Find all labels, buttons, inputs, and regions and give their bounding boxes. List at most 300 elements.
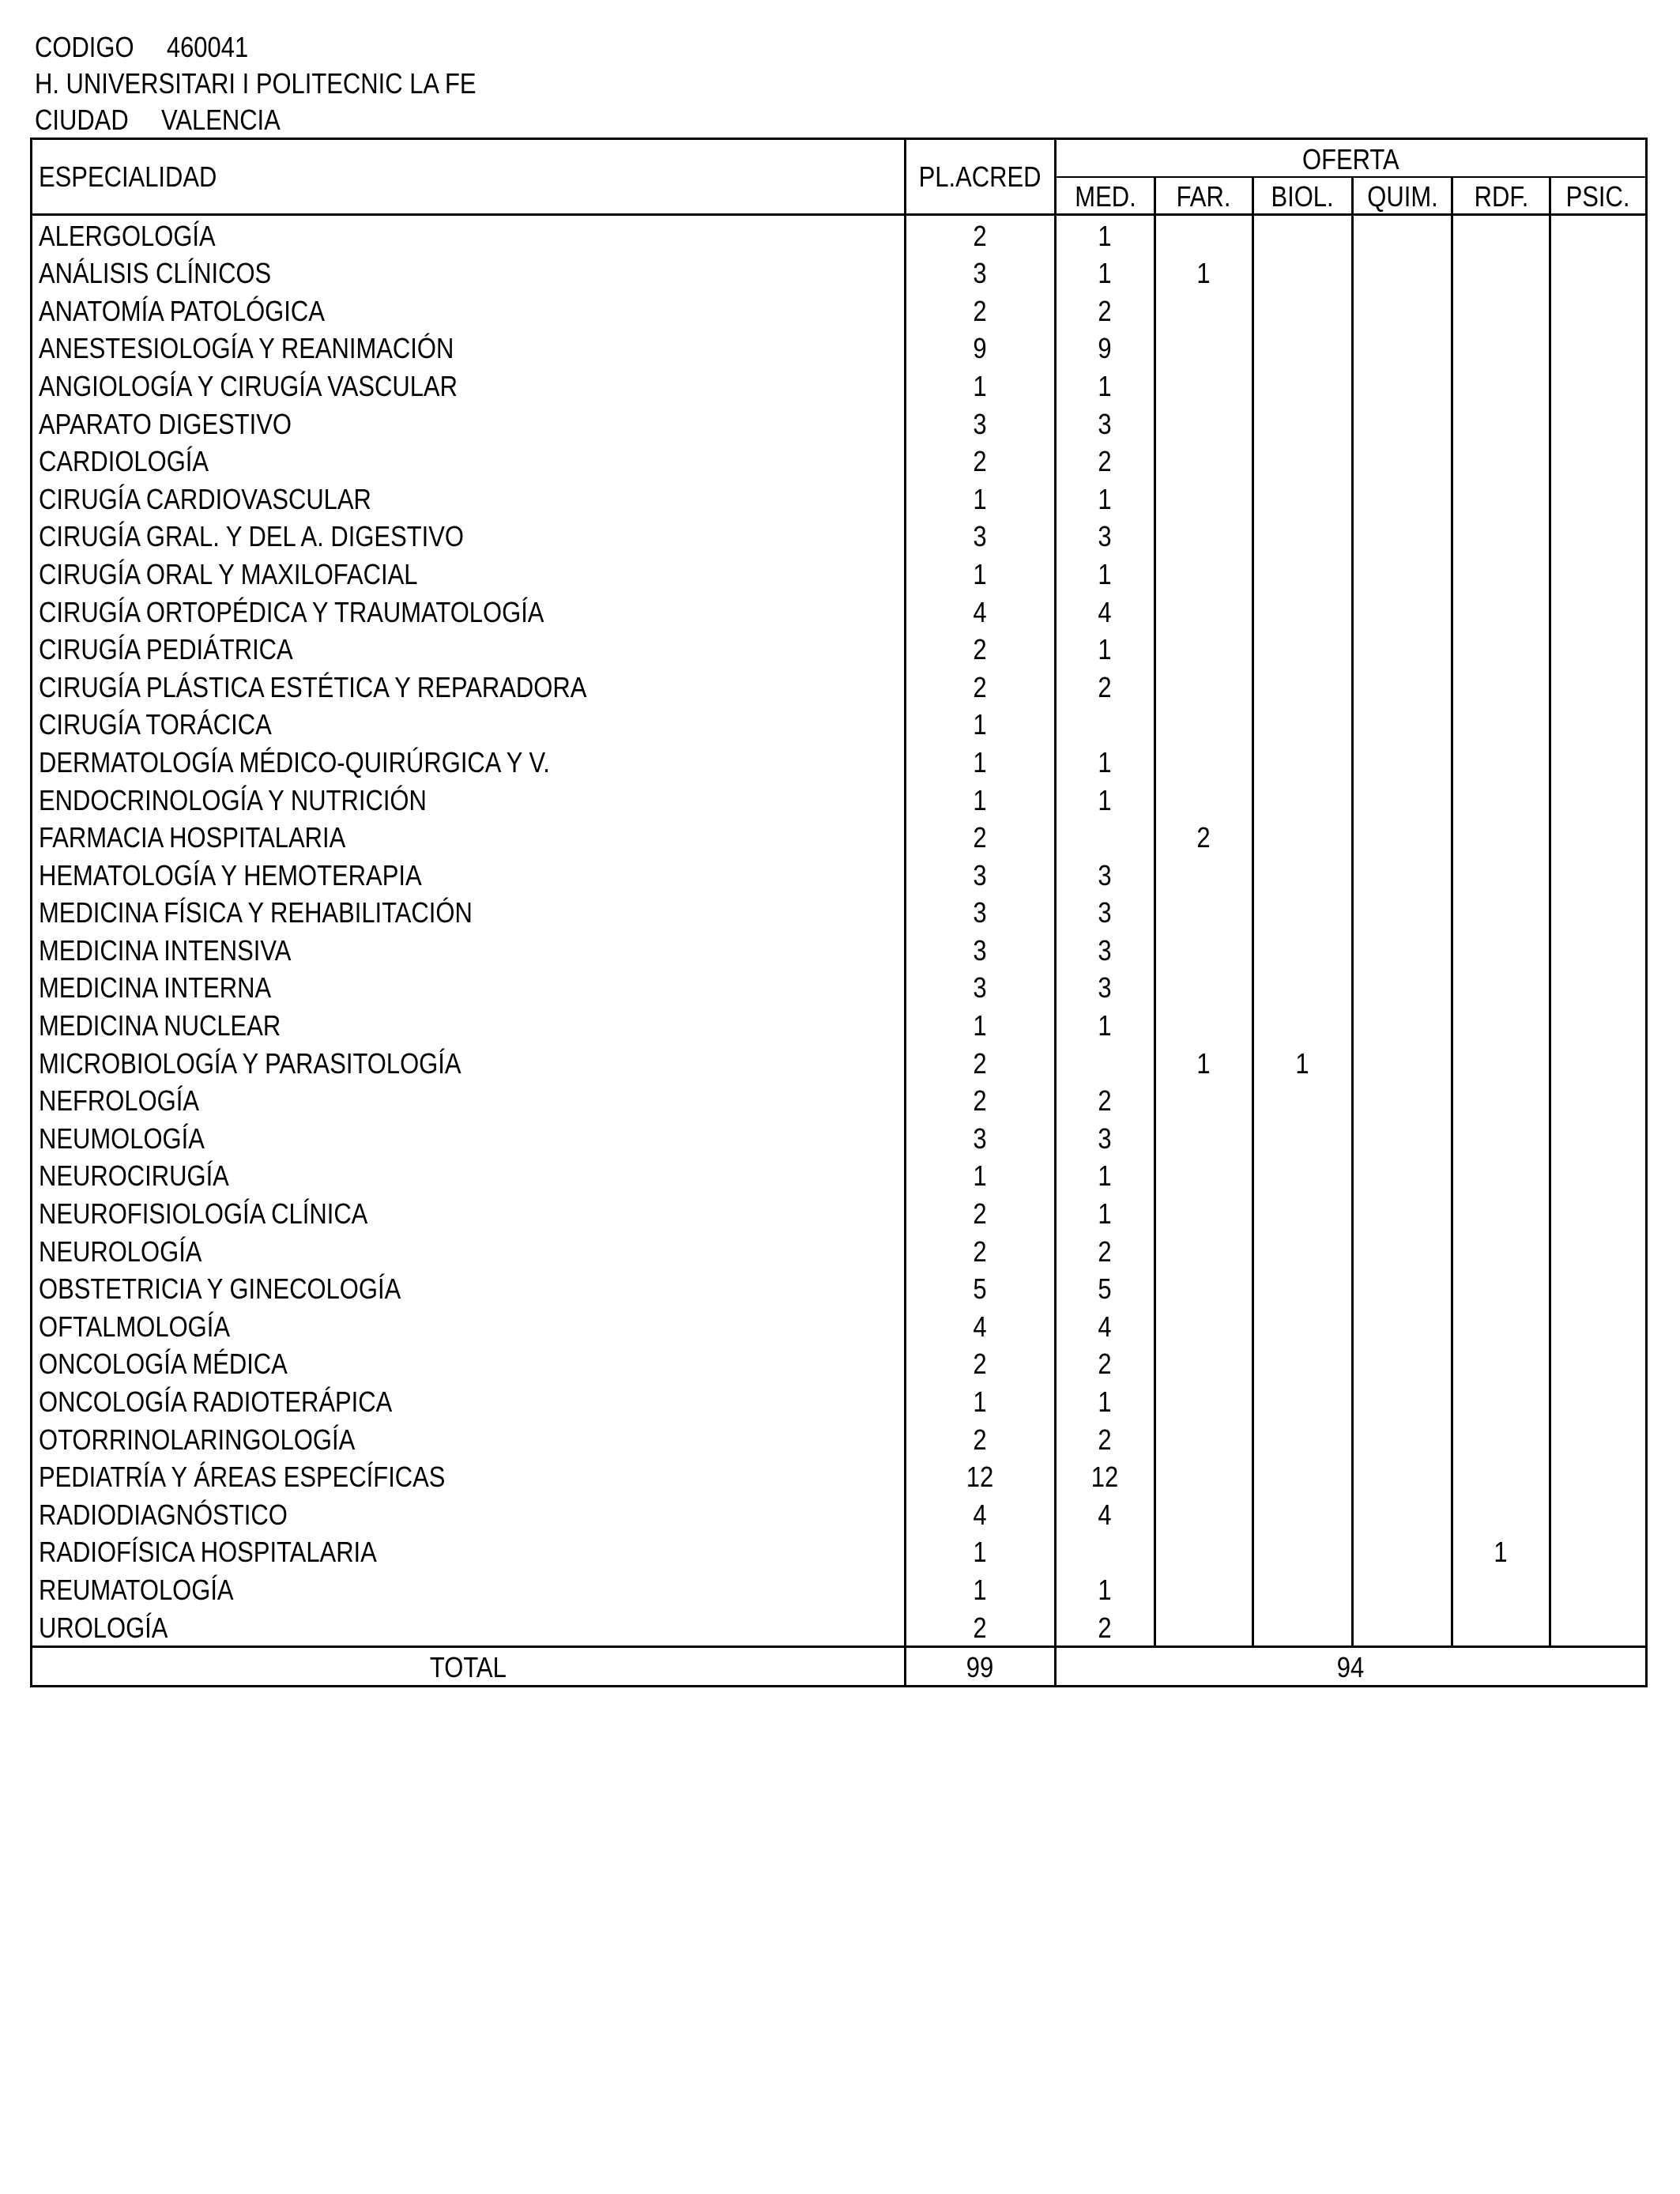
row-placred: 2 <box>906 1043 1056 1081</box>
row-placred: 2 <box>906 630 1056 668</box>
row-especialidad: PEDIATRÍA Y ÁREAS ESPECÍFICAS <box>32 1457 906 1495</box>
row-biol <box>1253 780 1353 818</box>
row-biol <box>1253 667 1353 705</box>
row-far <box>1155 215 1253 254</box>
row-rdf <box>1452 968 1550 1006</box>
row-med: 1 <box>1056 1382 1155 1419</box>
row-placred: 3 <box>906 1118 1056 1156</box>
row-quim <box>1353 1005 1452 1043</box>
row-far: 1 <box>1155 1043 1253 1081</box>
row-placred: 3 <box>906 855 1056 893</box>
row-psic <box>1550 366 1647 404</box>
row-psic <box>1550 1495 1647 1532</box>
row-quim <box>1353 592 1452 630</box>
row-quim <box>1353 1382 1452 1419</box>
table-row <box>32 1043 1647 1081</box>
row-biol <box>1253 1269 1353 1307</box>
table-row <box>32 630 1647 668</box>
row-placred: 3 <box>906 517 1056 555</box>
row-psic <box>1550 1081 1647 1119</box>
row-rdf <box>1452 215 1550 254</box>
codigo-label: CODIGO <box>35 31 134 63</box>
row-biol <box>1253 366 1353 404</box>
row-far <box>1155 1306 1253 1344</box>
table-row <box>32 1269 1647 1307</box>
row-rdf <box>1452 630 1550 668</box>
table-row <box>32 554 1647 592</box>
row-far <box>1155 968 1253 1006</box>
row-rdf <box>1452 855 1550 893</box>
row-placred: 2 <box>906 1344 1056 1382</box>
row-biol <box>1253 1570 1353 1608</box>
table-row <box>32 1306 1647 1344</box>
row-especialidad: NEUROCIRUGÍA <box>32 1156 906 1194</box>
row-biol <box>1253 1193 1353 1231</box>
row-med: 1 <box>1056 479 1155 517</box>
row-far <box>1155 1193 1253 1231</box>
row-far <box>1155 1118 1253 1156</box>
row-rdf <box>1452 1382 1550 1419</box>
row-quim <box>1353 893 1452 931</box>
row-especialidad: APARATO DIGESTIVO <box>32 404 906 442</box>
total-label: TOTAL <box>32 1646 906 1686</box>
row-psic <box>1550 1570 1647 1608</box>
row-rdf <box>1452 1118 1550 1156</box>
row-psic <box>1550 1005 1647 1043</box>
row-psic <box>1550 1382 1647 1419</box>
row-biol <box>1253 930 1353 968</box>
row-psic <box>1550 1156 1647 1194</box>
row-quim <box>1353 254 1452 292</box>
row-placred: 4 <box>906 592 1056 630</box>
row-placred: 1 <box>906 479 1056 517</box>
row-med: 1 <box>1056 1156 1155 1194</box>
row-biol <box>1253 855 1353 893</box>
row-placred: 9 <box>906 329 1056 367</box>
row-placred: 3 <box>906 930 1056 968</box>
row-especialidad: CIRUGÍA GRAL. Y DEL A. DIGESTIVO <box>32 517 906 555</box>
row-psic <box>1550 818 1647 856</box>
row-psic <box>1550 442 1647 480</box>
table-row <box>32 1005 1647 1043</box>
col-header-psic: PSIC. <box>1550 177 1647 215</box>
row-placred: 3 <box>906 893 1056 931</box>
row-psic <box>1550 1231 1647 1269</box>
row-psic <box>1550 893 1647 931</box>
row-biol <box>1253 329 1353 367</box>
row-rdf <box>1452 1081 1550 1119</box>
row-rdf <box>1452 1193 1550 1231</box>
row-med: 2 <box>1056 1081 1155 1119</box>
row-placred: 1 <box>906 1005 1056 1043</box>
row-biol <box>1253 291 1353 329</box>
row-biol <box>1253 1231 1353 1269</box>
row-quim <box>1353 215 1452 254</box>
table-row <box>32 855 1647 893</box>
row-med <box>1056 818 1155 856</box>
row-placred: 4 <box>906 1306 1056 1344</box>
row-rdf <box>1452 479 1550 517</box>
row-far <box>1155 742 1253 780</box>
table-row <box>32 1608 1647 1646</box>
row-far <box>1155 1570 1253 1608</box>
row-psic <box>1550 329 1647 367</box>
row-quim <box>1353 780 1452 818</box>
row-psic <box>1550 1193 1647 1231</box>
table-row <box>32 1570 1647 1608</box>
row-med: 4 <box>1056 1495 1155 1532</box>
row-rdf <box>1452 254 1550 292</box>
row-placred: 2 <box>906 1081 1056 1119</box>
row-far <box>1155 404 1253 442</box>
row-biol <box>1253 1457 1353 1495</box>
row-psic <box>1550 930 1647 968</box>
row-biol <box>1253 592 1353 630</box>
row-far <box>1155 780 1253 818</box>
row-far: 1 <box>1155 254 1253 292</box>
row-med: 5 <box>1056 1269 1155 1307</box>
row-rdf <box>1452 1043 1550 1081</box>
row-placred: 1 <box>906 742 1056 780</box>
row-psic <box>1550 742 1647 780</box>
row-quim <box>1353 705 1452 743</box>
row-rdf <box>1452 592 1550 630</box>
row-psic <box>1550 404 1647 442</box>
row-med: 2 <box>1056 291 1155 329</box>
row-biol <box>1253 1608 1353 1646</box>
table-row <box>32 1081 1647 1119</box>
row-quim <box>1353 1306 1452 1344</box>
row-far <box>1155 705 1253 743</box>
table-row <box>32 1419 1647 1457</box>
row-biol <box>1253 1081 1353 1119</box>
table-row <box>32 667 1647 705</box>
row-quim <box>1353 1570 1452 1608</box>
table-row <box>32 968 1647 1006</box>
col-header-far: FAR. <box>1155 177 1253 215</box>
row-rdf <box>1452 893 1550 931</box>
row-biol <box>1253 818 1353 856</box>
row-especialidad: CARDIOLOGÍA <box>32 442 906 480</box>
row-far <box>1155 1419 1253 1457</box>
row-rdf <box>1452 291 1550 329</box>
row-rdf <box>1452 1306 1550 1344</box>
total-placred: 99 <box>906 1646 1056 1686</box>
row-psic <box>1550 855 1647 893</box>
table-body <box>32 215 1647 1647</box>
row-placred: 2 <box>906 215 1056 254</box>
row-placred: 5 <box>906 1269 1056 1307</box>
row-biol <box>1253 1306 1353 1344</box>
ciudad-label: CIUDAD <box>35 104 129 136</box>
row-biol <box>1253 517 1353 555</box>
row-far <box>1155 291 1253 329</box>
row-psic <box>1550 705 1647 743</box>
row-placred: 1 <box>906 780 1056 818</box>
row-especialidad: RADIOFÍSICA HOSPITALARIA <box>32 1532 906 1570</box>
row-especialidad: CIRUGÍA PEDIÁTRICA <box>32 630 906 668</box>
row-far <box>1155 479 1253 517</box>
row-rdf <box>1452 705 1550 743</box>
row-med: 3 <box>1056 968 1155 1006</box>
row-placred: 2 <box>906 442 1056 480</box>
row-biol <box>1253 554 1353 592</box>
row-far <box>1155 442 1253 480</box>
row-med: 1 <box>1056 254 1155 292</box>
row-especialidad: CIRUGÍA ORAL Y MAXILOFACIAL <box>32 554 906 592</box>
row-rdf <box>1452 329 1550 367</box>
row-med: 1 <box>1056 366 1155 404</box>
row-quim <box>1353 1081 1452 1119</box>
row-placred: 2 <box>906 291 1056 329</box>
row-rdf <box>1452 517 1550 555</box>
row-biol <box>1253 1495 1353 1532</box>
row-quim <box>1353 1344 1452 1382</box>
row-rdf <box>1452 1495 1550 1532</box>
row-far <box>1155 592 1253 630</box>
row-placred: 3 <box>906 254 1056 292</box>
row-quim <box>1353 479 1452 517</box>
row-placred: 1 <box>906 366 1056 404</box>
row-quim <box>1353 1532 1452 1570</box>
table-row <box>32 1156 1647 1194</box>
row-med: 3 <box>1056 1118 1155 1156</box>
table-row <box>32 1118 1647 1156</box>
row-rdf <box>1452 1005 1550 1043</box>
row-psic <box>1550 1043 1647 1081</box>
row-especialidad: ONCOLOGÍA MÉDICA <box>32 1344 906 1382</box>
row-quim <box>1353 968 1452 1006</box>
row-biol <box>1253 1344 1353 1382</box>
row-far <box>1155 1231 1253 1269</box>
table-row <box>32 1231 1647 1269</box>
row-rdf <box>1452 818 1550 856</box>
row-psic <box>1550 968 1647 1006</box>
row-psic <box>1550 667 1647 705</box>
row-psic <box>1550 1269 1647 1307</box>
row-psic <box>1550 254 1647 292</box>
row-psic <box>1550 1532 1647 1570</box>
row-rdf <box>1452 554 1550 592</box>
table-row <box>32 254 1647 292</box>
row-med: 1 <box>1056 1193 1155 1231</box>
row-especialidad: ANÁLISIS CLÍNICOS <box>32 254 906 292</box>
row-placred: 1 <box>906 1156 1056 1194</box>
row-med: 3 <box>1056 930 1155 968</box>
row-rdf: 1 <box>1452 1532 1550 1570</box>
row-placred: 2 <box>906 1193 1056 1231</box>
row-biol <box>1253 968 1353 1006</box>
col-header-med: MED. <box>1056 177 1155 215</box>
row-psic <box>1550 1457 1647 1495</box>
table-row <box>32 780 1647 818</box>
row-far <box>1155 366 1253 404</box>
row-especialidad: FARMACIA HOSPITALARIA <box>32 818 906 856</box>
row-med: 4 <box>1056 592 1155 630</box>
row-especialidad: MEDICINA INTENSIVA <box>32 930 906 968</box>
row-biol <box>1253 215 1353 254</box>
row-far <box>1155 1269 1253 1307</box>
row-quim <box>1353 1608 1452 1646</box>
row-far <box>1155 667 1253 705</box>
plazas-table <box>30 138 1648 1687</box>
table-row <box>32 404 1647 442</box>
row-placred: 1 <box>906 1570 1056 1608</box>
row-far <box>1155 1532 1253 1570</box>
row-med: 2 <box>1056 442 1155 480</box>
row-med <box>1056 1043 1155 1081</box>
row-rdf <box>1452 780 1550 818</box>
row-rdf <box>1452 1419 1550 1457</box>
row-rdf <box>1452 1269 1550 1307</box>
row-quim <box>1353 667 1452 705</box>
row-especialidad: ALERGOLOGÍA <box>32 215 906 254</box>
row-med: 1 <box>1056 215 1155 254</box>
row-especialidad: UROLOGÍA <box>32 1608 906 1646</box>
row-especialidad: OBSTETRICIA Y GINECOLOGÍA <box>32 1269 906 1307</box>
row-quim <box>1353 818 1452 856</box>
table-row <box>32 1344 1647 1382</box>
row-quim <box>1353 1495 1452 1532</box>
row-quim <box>1353 404 1452 442</box>
row-far <box>1155 329 1253 367</box>
col-header-especialidad: ESPECIALIDAD <box>32 139 906 215</box>
row-biol <box>1253 1419 1353 1457</box>
row-med: 2 <box>1056 1344 1155 1382</box>
row-psic <box>1550 780 1647 818</box>
ciudad-line <box>35 103 281 138</box>
row-rdf <box>1452 442 1550 480</box>
row-rdf <box>1452 930 1550 968</box>
codigo-value: 460041 <box>166 31 249 63</box>
row-especialidad: CIRUGÍA TORÁCICA <box>32 705 906 743</box>
row-biol <box>1253 479 1353 517</box>
row-especialidad: NEUROFISIOLOGÍA CLÍNICA <box>32 1193 906 1231</box>
row-med: 2 <box>1056 1419 1155 1457</box>
row-far <box>1155 1081 1253 1119</box>
row-psic <box>1550 630 1647 668</box>
row-rdf <box>1452 404 1550 442</box>
row-med: 1 <box>1056 742 1155 780</box>
ciudad-value: VALENCIA <box>160 104 281 136</box>
row-placred: 1 <box>906 1382 1056 1419</box>
row-med <box>1056 1532 1155 1570</box>
row-far <box>1155 630 1253 668</box>
row-med: 3 <box>1056 893 1155 931</box>
table-row <box>32 1532 1647 1570</box>
row-quim <box>1353 1193 1452 1231</box>
row-quim <box>1353 517 1452 555</box>
row-quim <box>1353 442 1452 480</box>
codigo-line <box>35 30 248 65</box>
row-biol <box>1253 1382 1353 1419</box>
row-placred: 2 <box>906 1608 1056 1646</box>
row-placred: 3 <box>906 404 1056 442</box>
row-biol <box>1253 1005 1353 1043</box>
row-med <box>1056 705 1155 743</box>
row-med: 3 <box>1056 404 1155 442</box>
row-quim <box>1353 742 1452 780</box>
row-especialidad: ONCOLOGÍA RADIOTERÁPICA <box>32 1382 906 1419</box>
table-row <box>32 215 1647 254</box>
row-especialidad: RADIODIAGNÓSTICO <box>32 1495 906 1532</box>
row-med: 3 <box>1056 855 1155 893</box>
row-med: 1 <box>1056 1005 1155 1043</box>
row-especialidad: CIRUGÍA CARDIOVASCULAR <box>32 479 906 517</box>
row-especialidad: OFTALMOLOGÍA <box>32 1306 906 1344</box>
row-quim <box>1353 1118 1452 1156</box>
row-especialidad: ANESTESIOLOGÍA Y REANIMACIÓN <box>32 329 906 367</box>
row-quim <box>1353 1457 1452 1495</box>
row-far <box>1155 1005 1253 1043</box>
row-med: 4 <box>1056 1306 1155 1344</box>
table-row <box>32 592 1647 630</box>
row-especialidad: NEUROLOGÍA <box>32 1231 906 1269</box>
row-rdf <box>1452 1457 1550 1495</box>
row-rdf <box>1452 366 1550 404</box>
row-med: 12 <box>1056 1457 1155 1495</box>
table-row <box>32 705 1647 743</box>
row-med: 2 <box>1056 667 1155 705</box>
row-med: 2 <box>1056 1608 1155 1646</box>
row-psic <box>1550 1118 1647 1156</box>
row-med: 9 <box>1056 329 1155 367</box>
table-row <box>32 291 1647 329</box>
row-placred: 1 <box>906 705 1056 743</box>
row-rdf <box>1452 1608 1550 1646</box>
row-especialidad: OTORRINOLARINGOLOGÍA <box>32 1419 906 1457</box>
row-psic <box>1550 479 1647 517</box>
col-header-oferta: OFERTA <box>1056 139 1647 178</box>
row-psic <box>1550 1419 1647 1457</box>
row-especialidad: ANGIOLOGÍA Y CIRUGÍA VASCULAR <box>32 366 906 404</box>
row-biol <box>1253 893 1353 931</box>
row-far <box>1155 1495 1253 1532</box>
row-med: 1 <box>1056 780 1155 818</box>
row-especialidad: MICROBIOLOGÍA Y PARASITOLOGÍA <box>32 1043 906 1081</box>
row-especialidad: MEDICINA FÍSICA Y REHABILITACIÓN <box>32 893 906 931</box>
table-row <box>32 517 1647 555</box>
col-header-rdf: RDF. <box>1452 177 1550 215</box>
row-biol <box>1253 254 1353 292</box>
row-psic <box>1550 291 1647 329</box>
row-biol <box>1253 1532 1353 1570</box>
row-quim <box>1353 1269 1452 1307</box>
row-med: 1 <box>1056 630 1155 668</box>
row-biol <box>1253 404 1353 442</box>
table-row <box>32 893 1647 931</box>
table-row <box>32 1495 1647 1532</box>
row-rdf <box>1452 1231 1550 1269</box>
row-rdf <box>1452 1156 1550 1194</box>
row-placred: 2 <box>906 818 1056 856</box>
row-far <box>1155 1156 1253 1194</box>
row-far <box>1155 855 1253 893</box>
row-biol <box>1253 705 1353 743</box>
row-quim <box>1353 1419 1452 1457</box>
col-header-quim: QUIM. <box>1353 177 1452 215</box>
row-biol <box>1253 742 1353 780</box>
row-placred: 1 <box>906 554 1056 592</box>
row-quim <box>1353 291 1452 329</box>
row-especialidad: NEUMOLOGÍA <box>32 1118 906 1156</box>
row-especialidad: MEDICINA NUCLEAR <box>32 1005 906 1043</box>
row-especialidad: REUMATOLOGÍA <box>32 1570 906 1608</box>
row-placred: 2 <box>906 1231 1056 1269</box>
row-especialidad: CIRUGÍA ORTOPÉDICA Y TRAUMATOLOGÍA <box>32 592 906 630</box>
row-rdf <box>1452 1570 1550 1608</box>
table-row <box>32 329 1647 367</box>
